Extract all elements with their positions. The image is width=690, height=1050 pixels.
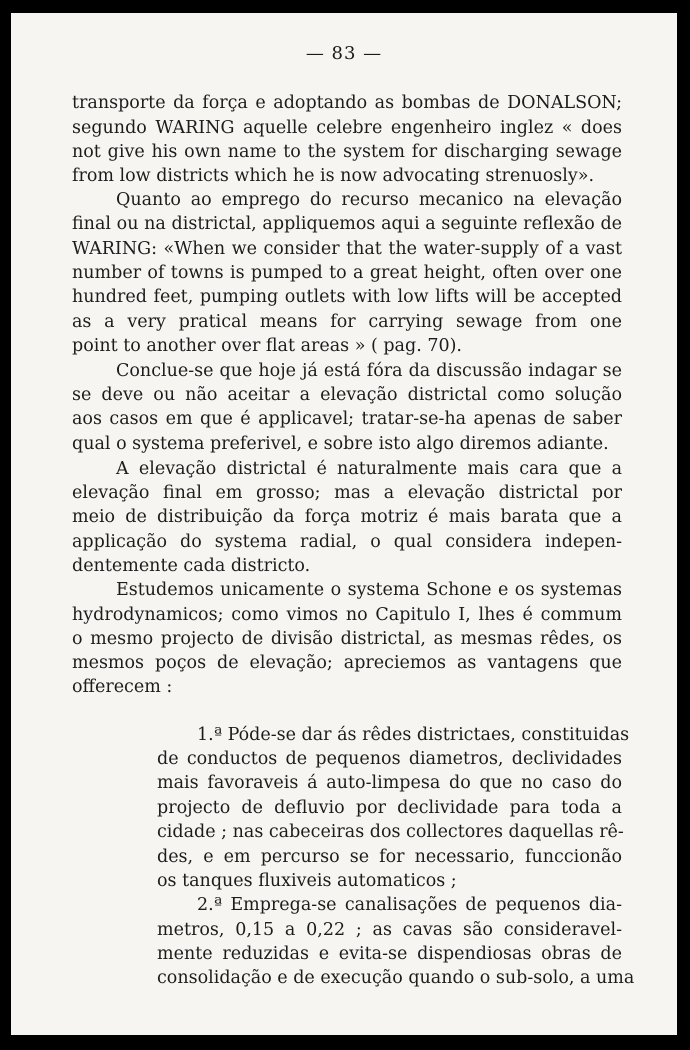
text-line: not give his own name to the system for discharging sewage (72, 142, 622, 162)
text-line: as a very pratical means for carrying sewage from one (72, 312, 622, 332)
text-line: offerecem : (72, 677, 173, 697)
list-item-line: consolidação e de execução quando o sub-solo, a uma (157, 968, 635, 988)
list-item-line: 2.ª Emprega-se canalisações de pequenos dia- (197, 895, 622, 915)
text-line: from low districts which he is now advocating strenuosly». (72, 166, 595, 186)
text-line: Quanto ao emprego do recurso mecanico na elevação (116, 190, 622, 210)
text-line: mesmos poços de elevação; apreciemos as vantagens que (72, 653, 622, 673)
text-line: number of towns is pumped to a great height, often over one (72, 263, 622, 283)
text-line: Conclue-se que hoje já está fóra da discussão indagar se (116, 361, 622, 381)
list-item-line: mente reduzidas e evita-se dispendiosas obras de (157, 944, 622, 964)
list-item-line: metros, 0,15 a 0,22 ; as cavas são consideravel- (157, 920, 622, 940)
text-line: WARING: «When we consider that the water-supply of a vast (72, 239, 622, 259)
text-line: transporte da força e adoptando as bombas de DONALSON; (72, 93, 622, 113)
text-line: A elevação districtal é naturalmente mais cara que a (116, 459, 622, 479)
text-line: qual o systema preferivel, e sobre isto algo diremos adiante. (72, 434, 609, 454)
text-line: o mesmo projecto de divisão districtal, as mesmas rêdes, os (72, 629, 622, 649)
text-line: meio de distribuição da força motriz é mais barata que a (72, 507, 622, 527)
text-line: segundo WARING aquelle celebre engenheiro inglez « does (72, 118, 622, 138)
list-item-line: mais favoraveis á auto-limpesa do que no caso do (157, 773, 622, 793)
list-item-line: os tanques fluxiveis automaticos ; (157, 871, 457, 891)
list-item-line: cidade ; nas cabeceiras dos collectores daquellas rê- (157, 822, 624, 842)
text-line: aos casos em que é applicavel; tratar-se-ha apenas de saber (72, 409, 622, 429)
text-line: Estudemos unicamente o systema Schone e os systemas (116, 580, 622, 600)
text-line: point to another over flat areas » ( pag. 70). (72, 336, 462, 356)
list-item-line: de conductos de pequenos diametros, declividades (157, 749, 622, 769)
list-item-line: projecto de defluvio por declividade para toda a (157, 798, 622, 818)
text-line: final ou na districtal, appliquemos aqui a seguinte reflexão de (72, 214, 622, 234)
list-item-line: des, e em percurso se for necessario, funccionão (157, 847, 622, 867)
text-line: elevação final em grosso; mas a elevação districtal por (72, 483, 622, 503)
page-number: — 83 — (305, 43, 383, 64)
text-line: applicação do systema radial, o qual considera indepen- (72, 532, 622, 552)
text-line: se deve ou não aceitar a elevação districtal como solução (72, 385, 622, 405)
text-line: dentemente cada districto. (72, 556, 311, 576)
text-line: hundred feet, pumping outlets with low lifts will be accepted (72, 287, 622, 307)
text-line: hydrodynamicos; como vimos no Capitulo I, lhes é commum (72, 605, 622, 625)
book-page (11, 13, 677, 1035)
list-item-line: 1.ª Póde-se dar ás rêdes districtaes, constituidas (197, 725, 630, 745)
